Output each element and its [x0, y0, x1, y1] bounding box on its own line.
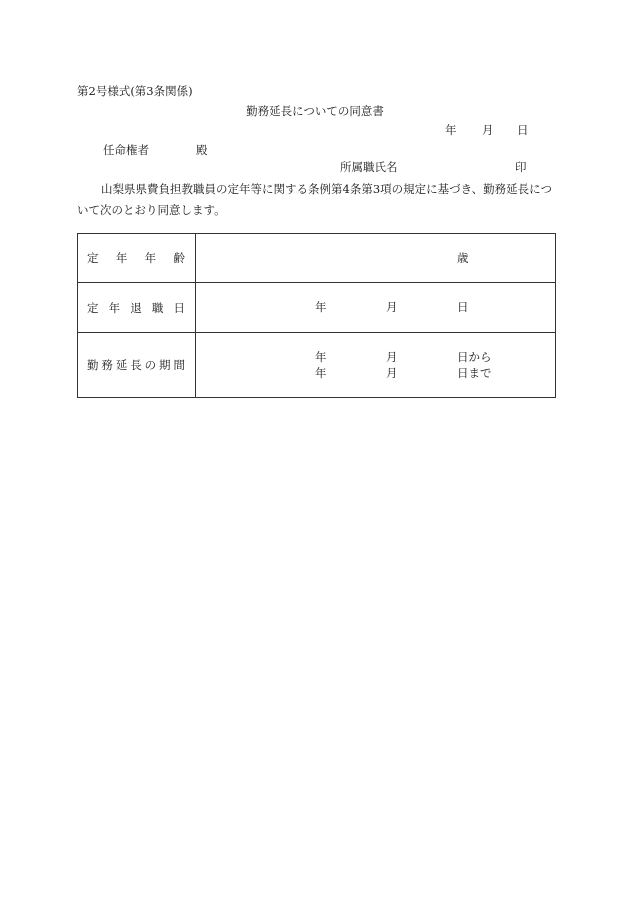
to-day-label: 日まで	[457, 366, 492, 380]
label-char: 定	[87, 251, 99, 265]
label-char: 長	[130, 358, 142, 372]
from-month-label: 月	[386, 350, 398, 364]
label-char: 期	[159, 358, 171, 372]
date-year-label: 年	[445, 123, 457, 137]
appointer-label: 任命権者	[103, 143, 149, 157]
value-retirement-date[interactable]	[196, 283, 556, 333]
label-char: 定	[87, 300, 99, 315]
label-char: 日	[173, 300, 185, 315]
label-char: 延	[115, 358, 128, 372]
label-char: 齢	[173, 251, 185, 265]
affiliation-name-label: 所属職氏名	[340, 160, 398, 174]
label-char: 年	[115, 251, 128, 265]
date-day-label: 日	[517, 123, 529, 137]
age-unit: 歳	[457, 251, 469, 265]
label-char: 年	[108, 300, 121, 315]
label-char: 職	[151, 300, 164, 315]
retirement-year-label: 年	[315, 300, 327, 314]
appointer-honorific: 殿	[196, 143, 208, 157]
from-day-label: 日から	[457, 350, 492, 364]
consent-table	[77, 233, 556, 398]
label-char: の	[144, 358, 157, 372]
from-year-label: 年	[315, 350, 327, 364]
form-number-label: 第2号様式(第3条関係)	[77, 84, 193, 98]
table-row-extension-period	[78, 333, 556, 398]
label-char: 務	[101, 358, 113, 372]
document-title: 勤務延長についての同意書	[246, 104, 384, 118]
seal-mark: 印	[515, 160, 527, 174]
retirement-day-label: 日	[457, 300, 469, 314]
date-month-label: 月	[482, 123, 494, 137]
value-extension-period[interactable]	[196, 333, 556, 398]
label-extension-period	[78, 333, 196, 398]
value-retirement-age[interactable]	[196, 234, 556, 283]
label-char: 間	[173, 358, 185, 372]
label-retirement-date	[78, 283, 196, 333]
table-row-retirement-date	[78, 283, 556, 333]
retirement-month-label: 月	[386, 300, 398, 314]
consent-statement: 山梨県県費負担教職員の定年等に関する条例第4条第3項の規定に基づき、勤務延長について次のとおり同意します。	[77, 182, 552, 217]
label-char: 年	[144, 251, 157, 265]
table-row-retirement-age	[78, 234, 556, 283]
label-char: 勤	[87, 358, 99, 372]
label-char: 退	[130, 300, 142, 315]
to-year-label: 年	[315, 366, 327, 380]
label-retirement-age	[78, 234, 196, 283]
to-month-label: 月	[386, 366, 398, 380]
